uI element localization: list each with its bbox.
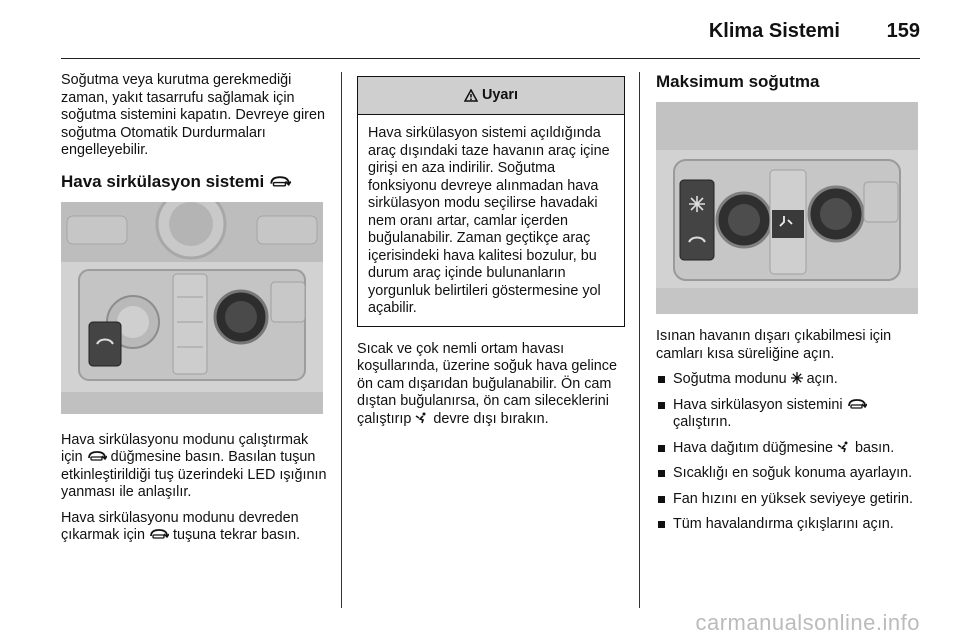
warning-box: [357, 76, 625, 327]
middle-column: [357, 72, 625, 436]
intro-paragraph: Soğutma veya kurutma gerekmediği zaman, yakıt tasarrufu sağlamak için soğutma sistemini kapatın. Devreye giren soğutma Otomatik Durdurmaları engelleyebilir.: [61, 72, 325, 158]
warning-triangle-icon: [464, 89, 478, 102]
list-item: Tüm havalandırma çıkışlarını açın.: [656, 516, 924, 534]
air-distribution-icon: [415, 412, 429, 424]
warning-title: Uyarı: [482, 86, 518, 103]
max-cooling-intro: Isınan havanın dışarı çıkabilmesi için camları kısa süreliğine açın.: [656, 328, 892, 362]
recirculation-icon: [269, 175, 291, 188]
watermark: carmanualsonline.info: [695, 610, 920, 635]
recirculation-on-paragraph: Hava sirkülasyonu modunu çalıştırmak için düğmesine basın. Basılan tuşun etkinleştirildiği tuş üzerindeki LED ışığının yanması ile anlaşılır.: [61, 431, 327, 500]
page-number: 159: [886, 20, 920, 42]
max-cooling-panel-photo: [656, 102, 918, 314]
header-rule: [61, 58, 920, 59]
max-cooling-steps: [656, 371, 924, 534]
warning-header: [358, 77, 624, 115]
list-item: Fan hızını en yüksek seviyeye getirin.: [656, 491, 924, 509]
recirculation-section-title: [61, 172, 329, 192]
page-header: [0, 0, 960, 62]
recirculation-panel-photo: [61, 202, 323, 414]
right-column: [656, 72, 924, 542]
recirculation-icon: [847, 398, 867, 410]
warning-text: Hava sirkülasyon sistemi açıldığında araç dışındaki taze havanın araç içine girişi en aza indirilir. Soğutma fonksiyonu devreye alınmadan hava sirkülasyon modu seçilirse havadaki nem oranı artar, camlar içerden buğulanabilir. Zaman geçtikçe araç içerisindeki hava kalitesi bozulur, bu durum araç içinde bulunanların yorgunluk belirtileri göstermesine yol açabilir.: [368, 125, 610, 316]
snowflake-ac-icon: [791, 372, 803, 384]
chapter-title: Klima Sistemi: [708, 20, 840, 42]
recirculation-icon: [87, 450, 107, 462]
list-item: Sıcaklığı en soğuk konuma ayarlayın.: [656, 465, 924, 483]
left-column: [61, 72, 329, 553]
air-distribution-icon: [837, 441, 851, 453]
list-item: Soğutma modunu açın.: [656, 371, 924, 389]
recirculation-icon: [149, 528, 169, 540]
list-item: Hava sirkülasyon sistemini çalıştırın.: [656, 397, 924, 432]
max-cooling-title: Maksimum soğutma: [656, 72, 820, 91]
column-divider-1: [341, 72, 342, 608]
list-item: Hava dağıtım düğmesine basın.: [656, 440, 924, 458]
recirculation-off-paragraph: Hava sirkülasyonu modunu devreden çıkarmak için tuşuna tekrar basın.: [61, 509, 301, 543]
column-divider-2: [639, 72, 640, 608]
fogging-paragraph: Sıcak ve çok nemli ortam havası koşullarında, üzerine soğuk hava gelince ön cam dışarıdan buğulanabilir. Ön cam dıştan buğulanırsa, ön cam sileceklerini çalıştırıp devre dışı bırakın.: [357, 340, 617, 427]
recirculation-section-title-text: Hava sirkülasyon sistemi: [61, 171, 265, 191]
